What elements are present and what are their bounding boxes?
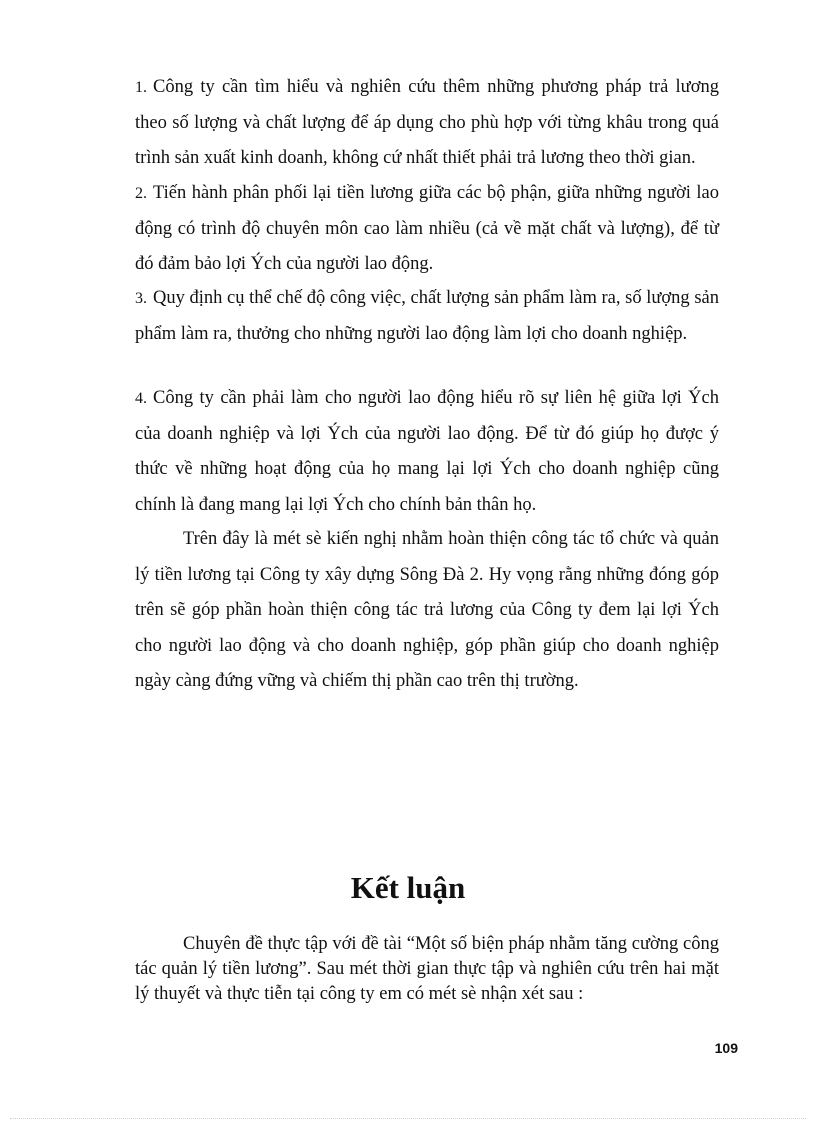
item-text: Tiến hành phân phối lại tiền lương giữa các bộ phận, giữa những người lao động có trình độ chuyên môn cao làm nhiều (cả về mặt chất và lượng), để từ đó đảm bảo lợi Ých của người lao động. — [135, 183, 719, 274]
bottom-divider — [10, 1118, 806, 1119]
recommendation-item-1 — [135, 70, 719, 177]
recommendation-item-4 — [135, 381, 719, 523]
conclusion-heading: Kết luận — [350, 870, 466, 905]
item-text: Công ty cần phải làm cho người lao động hiểu rõ sự liên hệ giữa lợi Ých của doanh nghiệp và lợi Ých của người lao động. Để từ đó giúp họ được ý thức về những hoạt động của họ mang lại lợi Ých cho doanh nghiệp cũng chính là đang mang lại lợi Ých cho chính bản thân họ. — [135, 388, 719, 515]
recommendation-item-3 — [135, 281, 719, 352]
page-number: 109 — [714, 1040, 738, 1056]
conclusion-paragraph: Chuyên đề thực tập với đề tài “Một số biện pháp nhằm tăng cường công tác quản lý tiền lương”. Sau mét thời gian thực tập và nghiên cứu trên hai mặt lý thuyết và thực tiễn tại công ty em có mét sè nhận xét sau : — [135, 934, 719, 1004]
item-text: Quy định cụ thể chế độ công việc, chất lượng sản phẩm làm ra, số lượng sản phẩm làm ra, thưởng cho những người lao động làm lợi cho doanh nghiệp. — [135, 288, 719, 344]
item-number: 4. — [135, 390, 147, 407]
item-number: 1. — [135, 79, 147, 96]
item-number: 2. — [135, 185, 147, 202]
item-text: Công ty cần tìm hiểu và nghiên cứu thêm những phương pháp trả lương theo số lượng và chất lượng để áp dụng cho phù hợp với từng khâu trong quá trình sản xuất kinh doanh, không cứ nhất thiết phải trả lương theo thời gian. — [135, 77, 719, 168]
item-number: 3. — [135, 290, 147, 307]
closing-paragraph: Trên đây là mét sè kiến nghị nhằm hoàn thiện công tác tổ chức và quản lý tiền lương tại Công ty xây dựng Sông Đà 2. Hy vọng rằng những đóng góp trên sẽ góp phần hoàn thiện công tác trả lương của Công ty đem lại lợi Ých cho người lao động và cho doanh nghiệp, góp phần giúp cho doanh nghiệp ngày càng đứng vững và chiếm thị phần cao trên thị trường. — [135, 529, 719, 691]
recommendation-item-2 — [135, 176, 719, 283]
